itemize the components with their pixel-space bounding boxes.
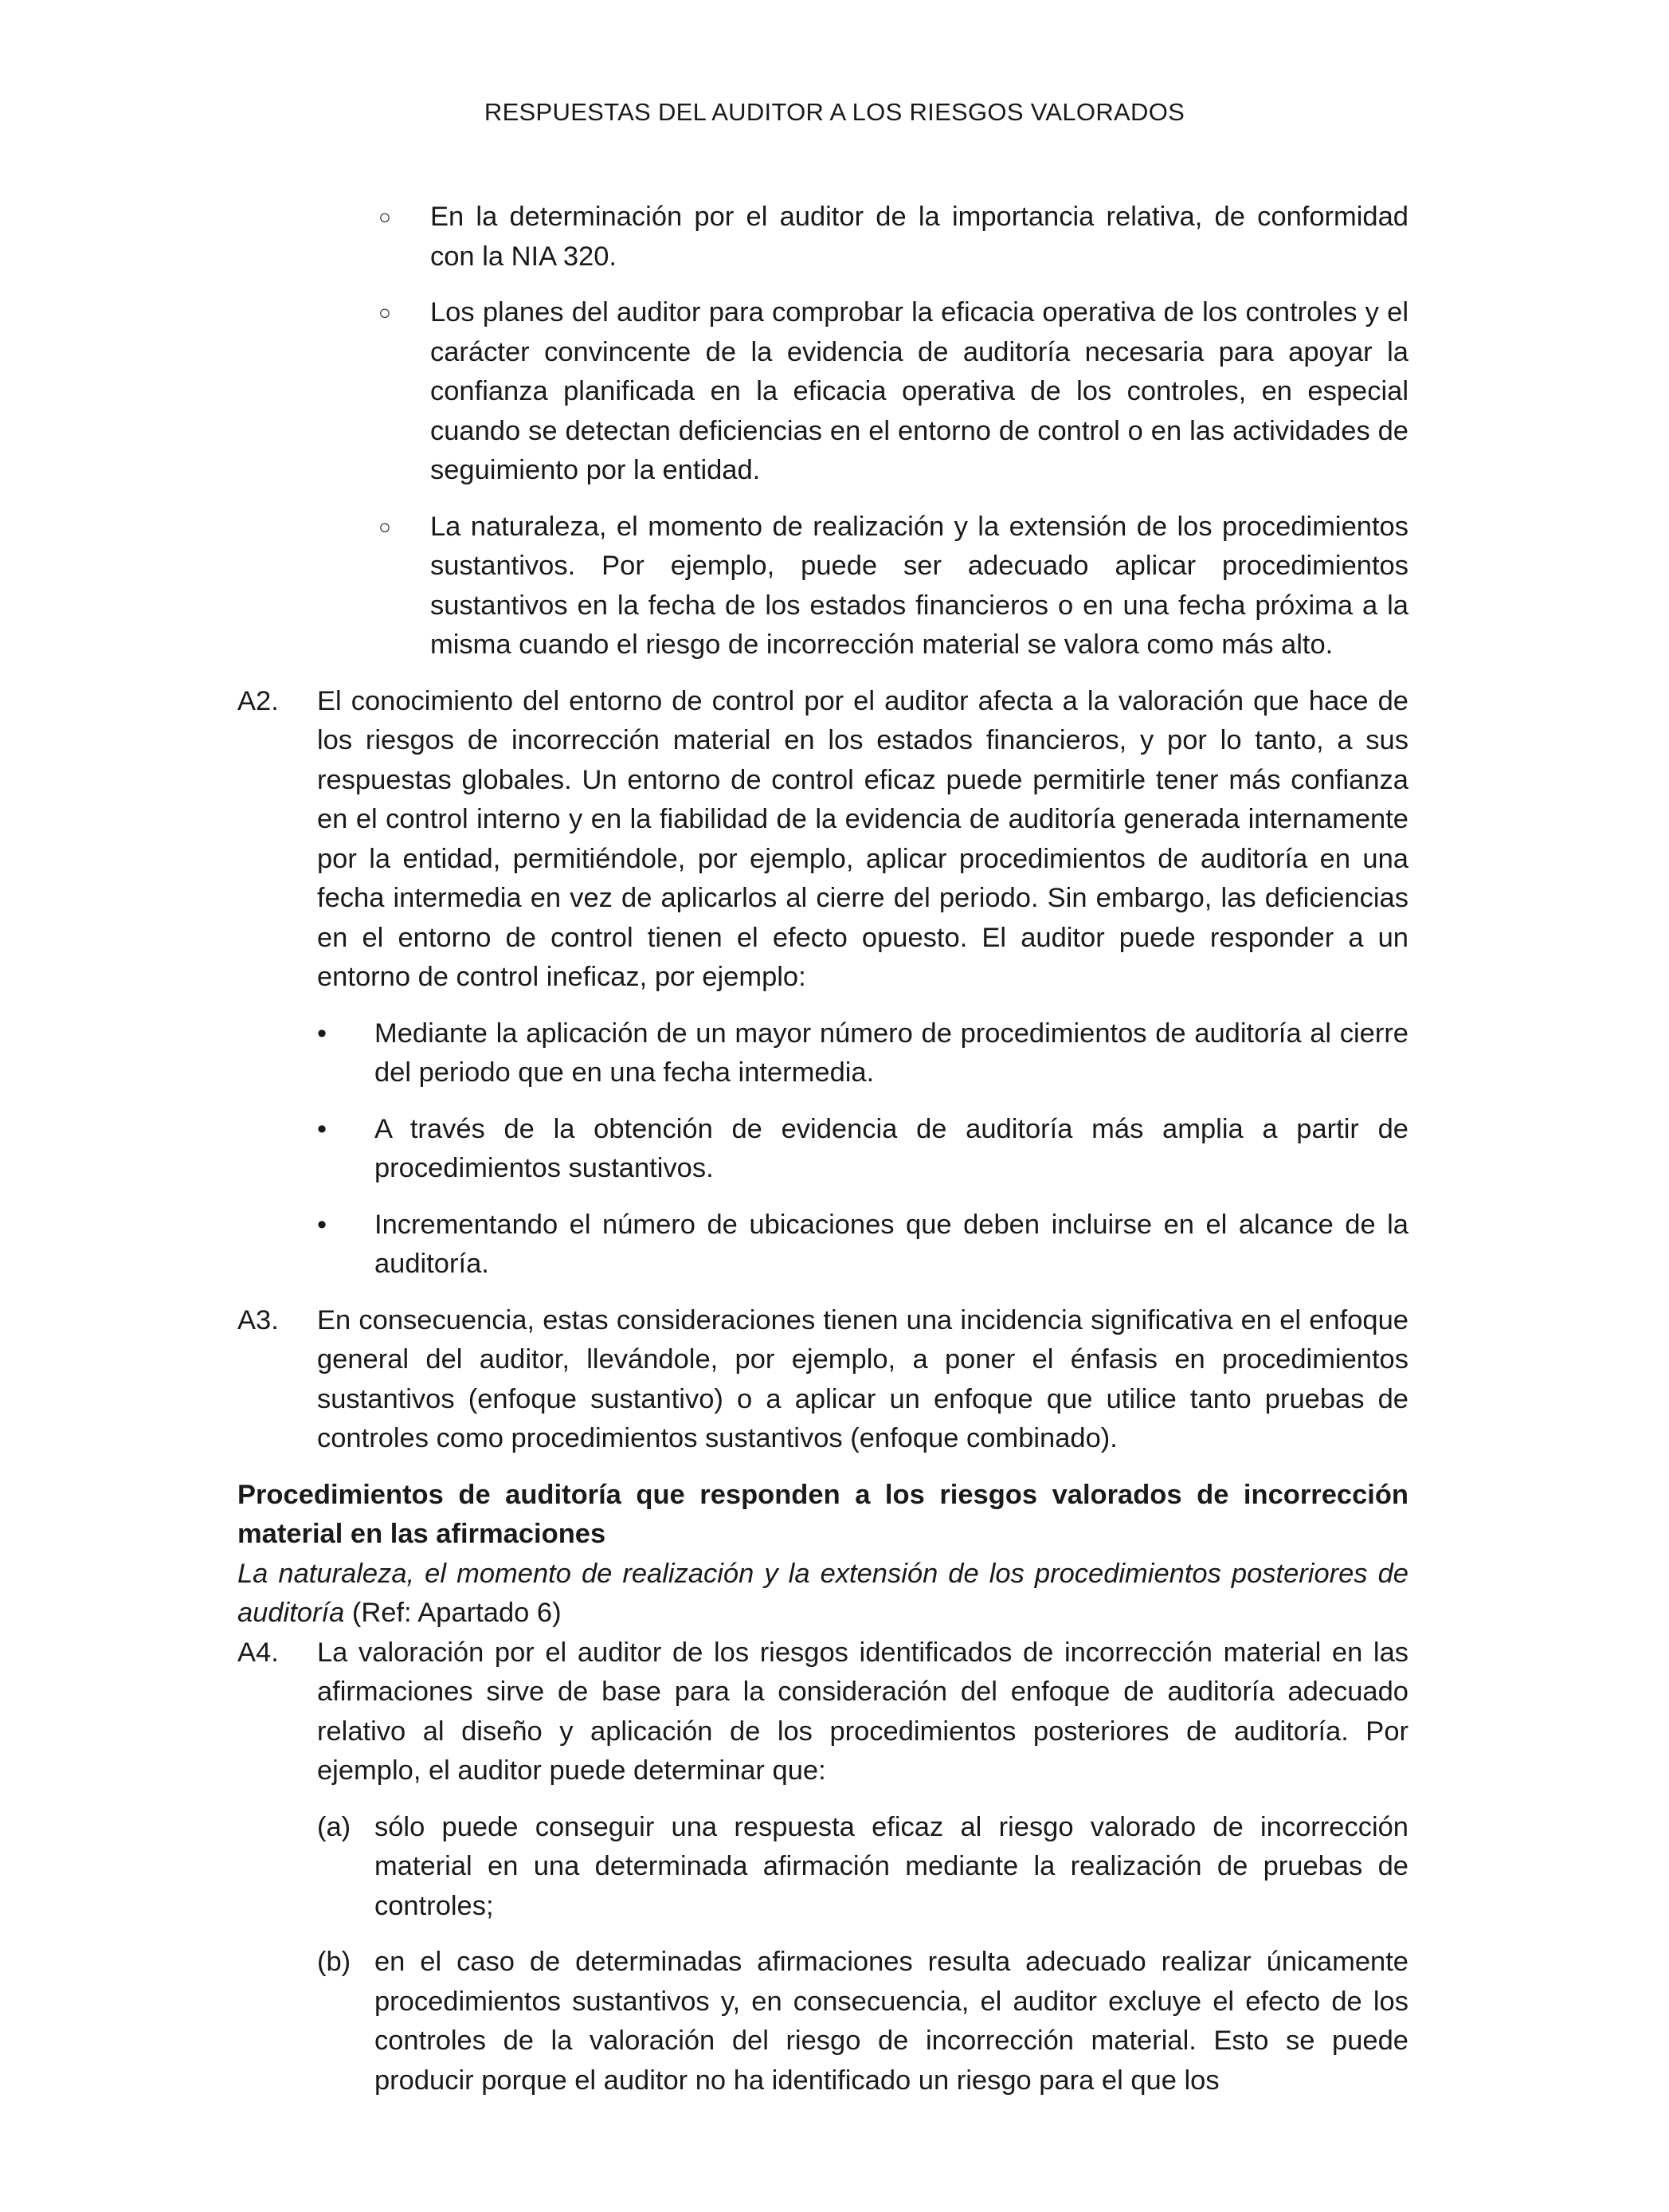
paragraph-text: En consecuencia, estas consideraciones tienen una incidencia significativa en el enfoque general del auditor, llevándole, por ejemplo, a poner el énfasis en procedimientos sustantivos (enfoque sustantivo) o a aplicar un enfoque que utilice tanto pruebas de controles como procedimientos sustantivos (enfoque combinado). (317, 1304, 1408, 1453)
bullet-text: Incrementando el número de ubicaciones que deben incluirse en el alcance de la auditoría. (374, 1209, 1408, 1279)
subheading-italic: La naturaleza, el momento de realización y la extensión de los procedimientos posteriores de auditoría (237, 1558, 1408, 1628)
paragraph-text: La valoración por el auditor de los riesgos identificados de incorrección material en las afirmaciones sirve de base para la consideración del enfoque de auditoría adecuado relativo al diseño y aplicación de los procedimientos posteriores de auditoría. Por ejemplo, el auditor puede determinar que: (317, 1637, 1408, 1786)
bullet-text: Mediante la aplicación de un mayor número de procedimientos de auditoría al cierre del periodo que en una fecha intermedia. (374, 1018, 1408, 1088)
lettered-item (317, 1808, 1408, 1927)
sub-bullet-item (373, 508, 1408, 665)
hollow-circle-icon: ○ (378, 514, 391, 539)
bullet-item (317, 1110, 1408, 1189)
lettered-item-text: en el caso de determinadas afirmaciones resulta adecuado realizar únicamente procedimientos sustantivos y, en consecuencia, el auditor excluye el efecto de los controles de la valoración del riesgo de incorrección material. Esto se puede producir porque el auditor no ha identificado un riesgo para el que los (374, 1947, 1408, 2096)
paragraph-number: A4. (237, 1637, 279, 1668)
lettered-item-marker: (b) (317, 1947, 351, 1977)
bullet-icon: • (317, 1113, 327, 1144)
subheading-reference: (Ref: Apartado 6) (344, 1598, 562, 1628)
sub-bullet-text: Los planes del auditor para comprobar la eficacia operativa de los controles y el carácter convincente de la evidencia de auditoría necesaria para apoyar la confianza planificada en la eficacia operativa de los controles, en especial cuando se detectan deficiencias en el entorno de control o en las actividades de seguimiento por la entidad. (430, 297, 1408, 485)
sub-bullet-text: La naturaleza, el momento de realización y la extensión de los procedimientos sustantivos. Por ejemplo, puede ser adecuado aplicar procedimientos sustantivos en la fecha de los estados financieros o en una fecha próxima a la misma cuando el riesgo de incorrección material se valora como más alto. (430, 511, 1408, 660)
bullet-item (317, 1014, 1408, 1093)
hollow-circle-icon: ○ (378, 300, 391, 324)
sub-bullet-list (373, 198, 1408, 665)
bullet-item (317, 1206, 1408, 1284)
document-body (237, 198, 1408, 2117)
paragraph-number: A3. (237, 1304, 279, 1335)
lettered-item-text: sólo puede conseguir una respuesta eficaz al riesgo valorado de incorrección material en una determinada afirmación mediante la realización de pruebas de controles; (374, 1811, 1408, 1921)
page-header: RESPUESTAS DEL AUDITOR A LOS RIESGOS VALORADOS (484, 98, 1185, 126)
paragraph-a3 (237, 1301, 1408, 1459)
hollow-circle-icon: ○ (378, 205, 391, 229)
lettered-list (317, 1808, 1408, 2101)
paragraph-a2 (237, 682, 1408, 998)
bullet-icon: • (317, 1209, 327, 1240)
section-subheading (237, 1555, 1408, 1634)
section-heading: Procedimientos de auditoría que responden a los riesgos valorados de incorrección material en las afirmaciones (237, 1479, 1408, 1549)
sub-bullet-item (373, 198, 1408, 276)
bullet-list (317, 1014, 1408, 1284)
paragraph-a4 (237, 1634, 1408, 1791)
sub-bullet-text: En la determinación por el auditor de la importancia relativa, de conformidad con la NIA 320. (430, 202, 1408, 272)
bullet-icon: • (317, 1018, 327, 1049)
bullet-text: A través de la obtención de evidencia de auditoría más amplia a partir de procedimientos sustantivos. (374, 1113, 1408, 1183)
lettered-item-marker: (a) (317, 1811, 351, 1842)
paragraph-number: A2. (237, 685, 279, 716)
lettered-item (317, 1943, 1408, 2100)
sub-bullet-item (373, 293, 1408, 491)
paragraph-text: El conocimiento del entorno de control por el auditor afecta a la valoración que hace de los riesgos de incorrección material en los estados financieros, y por lo tanto, a sus respuestas globales. Un entorno de control eficaz puede permitirle tener más confianza en el control interno y en la fiabilidad de la evidencia de auditoría generada internamente por la entidad, permitiéndole, por ejemplo, aplicar procedimientos de auditoría en una fecha intermedia en vez de aplicarlos al cierre del periodo. Sin embargo, las deficiencias en el entorno de control tienen el efecto opuesto. El auditor puede responder a un entorno de control ineficaz, por ejemplo: (317, 685, 1408, 992)
